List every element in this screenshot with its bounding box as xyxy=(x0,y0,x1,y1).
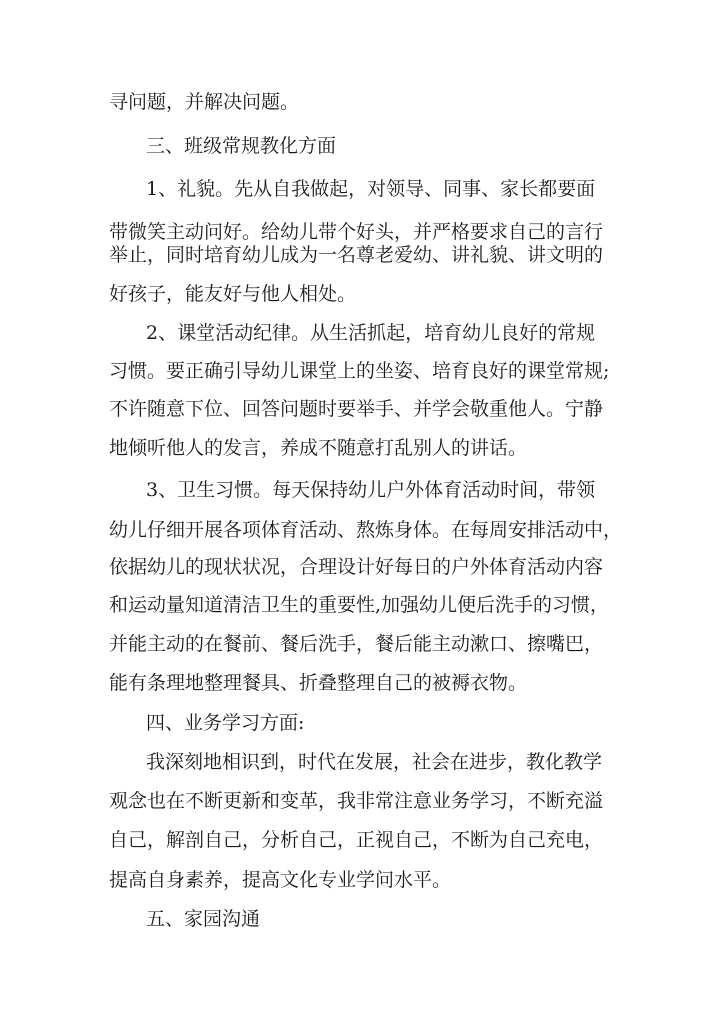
text-line: 好孩子，能友好与他人相处。 xyxy=(109,283,357,305)
text-line: 地倾听他人的发言，养成不随意打乱别人的讲话。 xyxy=(109,437,528,459)
text-line: 2、课堂活动纪律。从生活抓起，培育幼儿良好的常规 xyxy=(146,322,596,344)
text-line: 和运动量知道清洁卫生的重要性,加强幼儿便后洗手的习惯， xyxy=(109,594,610,616)
section-heading-5: 五、家园沟通 xyxy=(146,908,261,930)
text-line: 能有条理地整理餐具、折叠整理自己的被褥衣物。 xyxy=(109,672,528,694)
text-line: 3、卫生习惯。每天保持幼儿户外体育活动时间，带领 xyxy=(146,479,596,501)
text-line: 不许随意下位、回答问题时要举手、并学会敬重他人。宁静 xyxy=(109,398,604,420)
text-line: 我深刻地相识到，时代在发展，社会在进步，教化教学 xyxy=(146,751,603,773)
text-line: 观念也在不断更新和变革，我非常注意业务学习，不断充溢 xyxy=(109,790,604,812)
text-line: 1、礼貌。先从自我做起，对领导、同事、家长都要面 xyxy=(146,178,596,200)
text-line: 并能主动的在餐前、餐后洗手，餐后能主动漱口、擦嘴巴， xyxy=(109,633,604,655)
text-line: 举止，同时培育幼儿成为一名尊老爱幼、讲礼貌、讲文明的 xyxy=(109,244,604,266)
text-line: 提高自身素养，提高文化专业学问水平。 xyxy=(109,869,452,891)
text-line: 寻问题，并解决问题。 xyxy=(109,91,300,113)
text-line: 带微笑主动问好。给幼儿带个好头，并严格要求自己的言行 xyxy=(109,221,604,243)
text-line: 依据幼儿的现状状况，合理设计好每日的户外体育活动内容 xyxy=(109,556,604,578)
text-line: 自己，解剖自己，分析自己，正视自己，不断为自己充电， xyxy=(109,829,604,851)
section-heading-3: 三、班级常规教化方面 xyxy=(146,135,337,157)
text-line: 习惯。要正确引导幼儿课堂上的坐姿、培育良好的课堂常规; xyxy=(109,360,610,382)
text-line: 幼儿仔细开展各项体育活动、熬炼身体。在每周安排活动中， xyxy=(109,519,623,541)
section-heading-4: 四、业务学习方面: xyxy=(146,712,305,734)
